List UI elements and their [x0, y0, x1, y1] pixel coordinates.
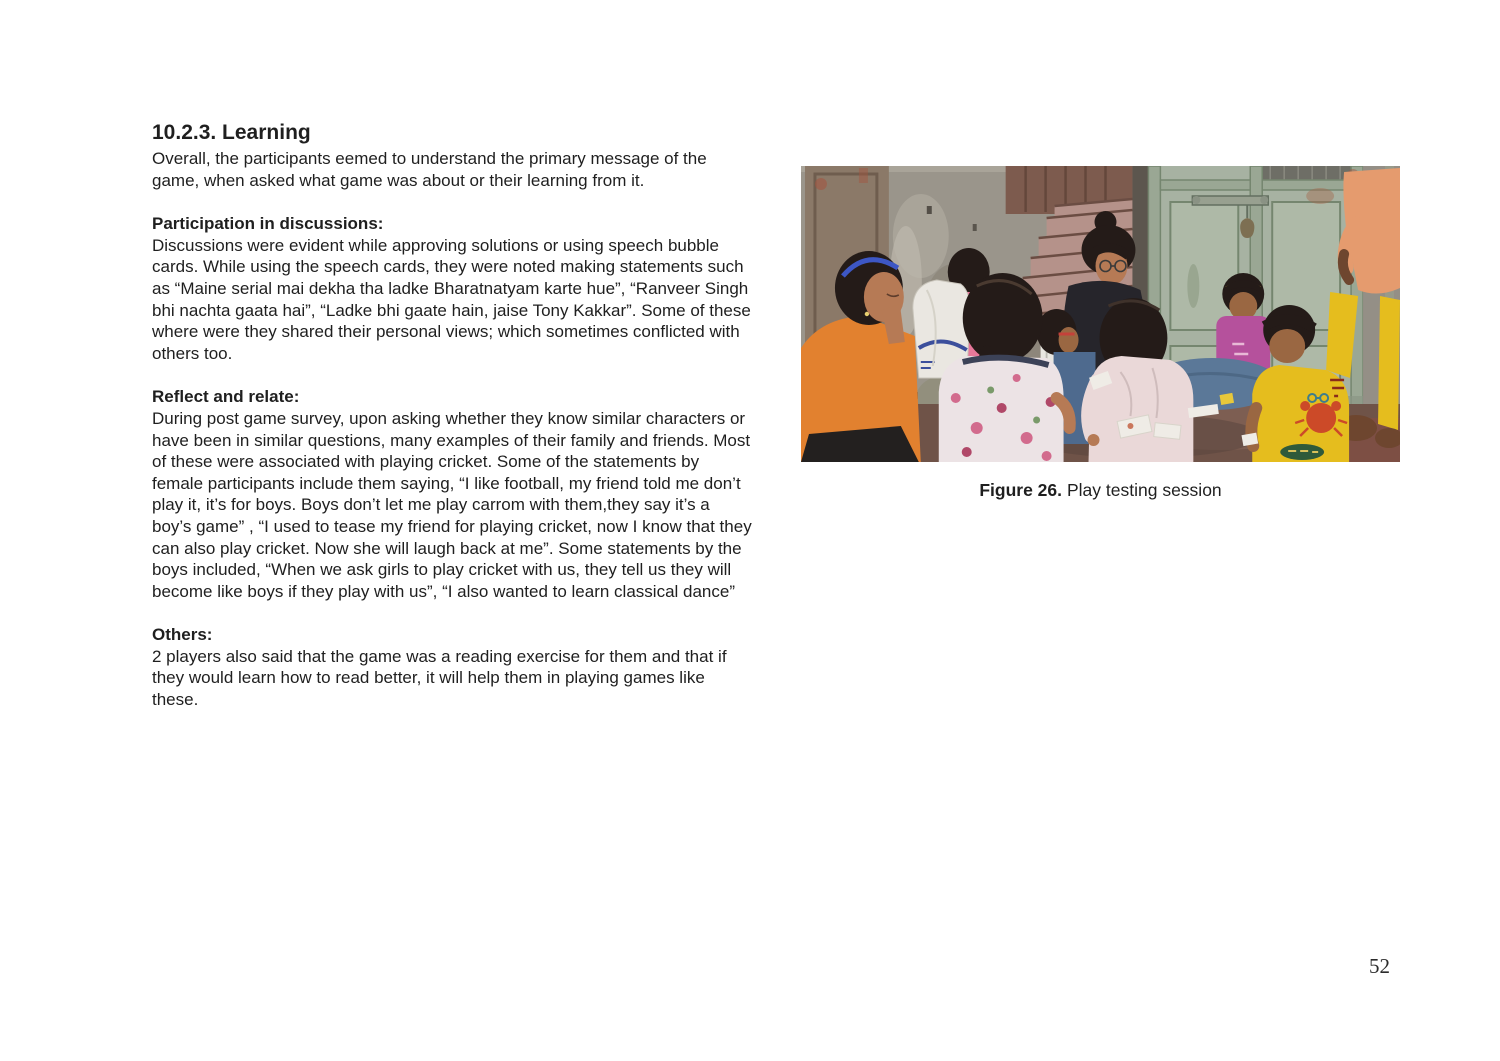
subheading-participation: Participation in discussions: — [152, 214, 384, 234]
subheading-reflect: Reflect and relate: — [152, 387, 300, 407]
page-number: 52 — [1369, 954, 1390, 978]
intro-paragraph: Overall, the participants eemed to understand the primary message of the game, when asked what game was about or their learning from it. — [152, 149, 707, 190]
section-others — [152, 624, 752, 710]
figure-caption-text: Play testing session — [1067, 480, 1222, 500]
paragraph-reflect: During post game survey, upon asking whether they know similar characters or have been in similar questions, many examples of their family and friends. Most of these were associated with playing cricket. Some of the statements by female participants include them saying, “I like football, my friend told me don’t play it, it’s for boys. Boys don’t let me play carrom with them,they say it’s a boy’s game” , “I used to tease my friend for playing cricket, now I know that they can also play cricket. Now she will laugh back at me”. Some statements by the boys included, “When we ask girls to play cricket with us, they tell us they will become like boys if they play with us”, “I also wanted to learn classical dance” — [152, 408, 752, 601]
paragraph-participation: Discussions were evident while approving solutions or using speech bubble cards. While using the speech cards, they were noted making statements such as “Maine serial mai dekha tha ladke Bharatnatyam karte hue”, “Ranveer Singh bhi nachta gaata hai”, “Ladke bhi gaate hain, jaise Tony Kakkar”. Some of these where were they shared their personal views; which sometimes conflicted with others too. — [152, 235, 751, 363]
figure-label: Figure 26. — [979, 480, 1062, 500]
section-reflect — [152, 386, 752, 602]
article-text-column — [152, 120, 752, 711]
paragraph-others: 2 players also said that the game was a reading exercise for them and that if they would learn how to read better, it will help them in playing games like these. — [152, 646, 727, 710]
subheading-others: Others: — [152, 625, 213, 645]
section-title: 10.2.3. Learning — [152, 121, 311, 144]
section-participation — [152, 213, 752, 364]
play-testing-photo — [801, 166, 1400, 462]
figure-caption — [801, 479, 1400, 501]
play-testing-photo-illustration — [801, 166, 1400, 462]
